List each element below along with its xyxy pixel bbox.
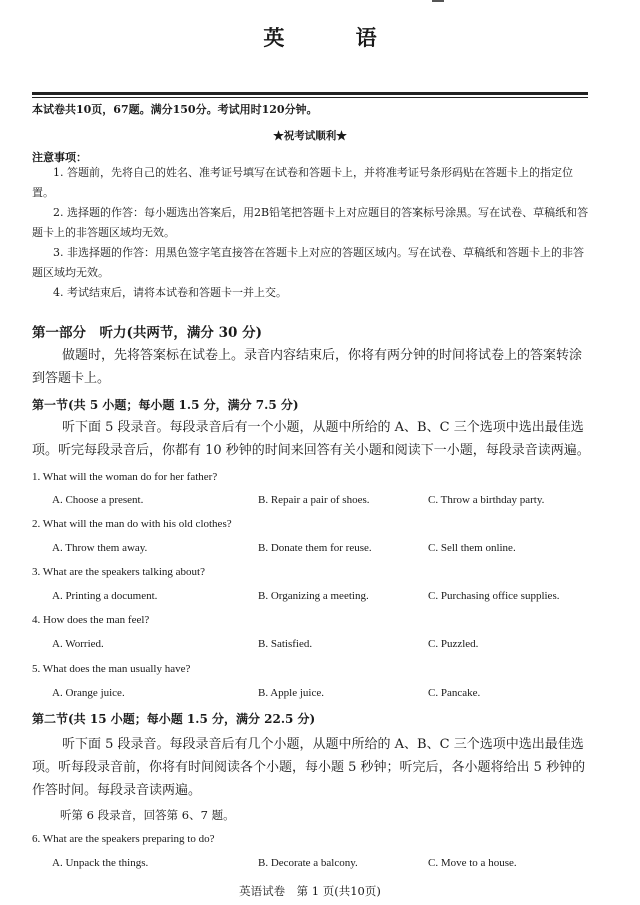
option-a: A. Orange juice. xyxy=(52,687,125,699)
question-6: 6. What are the speakers preparing to do? xyxy=(32,833,215,845)
question-3: 3. What are the speakers talking about? xyxy=(32,566,205,578)
option-a: A. Choose a present. xyxy=(52,494,144,506)
note-item: 4. 考试结束后，请将本试卷和答题卡一并上交。 xyxy=(53,286,287,299)
option-b: B. Apple juice. xyxy=(258,687,324,699)
page-title: 英 语 xyxy=(263,25,409,50)
exam-meta: 本试卷共10页，67题。满分150分。考试用时120分钟。 xyxy=(32,103,318,116)
note-item: 3. 非选择题的作答：用黑色签字笔直接答在答题卡上对应的答题区域内。写在试卷、草稿纸和答题卡上的非答题区域均无效。 xyxy=(32,246,584,279)
note-item: 1. 答题前，先将自己的姓名、准考证号填写在试卷和答题卡上，并将准考证号条形码贴在答题卡上的指定位置。 xyxy=(32,166,573,199)
top-mark xyxy=(432,0,444,2)
question-4: 4. How does the man feel? xyxy=(32,614,150,626)
option-a: A. Worried. xyxy=(52,638,104,650)
note-item: 2. 选择题的作答：每小题选出答案后，用2B铅笔把答题卡上对应题目的答案标号涂黑。写在试卷、草稿纸和答题卡上的非答题区域均无效。 xyxy=(32,206,589,239)
listening-prompt: 听第 6 段录音，回答第 6、7 题。 xyxy=(60,808,235,822)
question-1: 1. What will the woman do for her father? xyxy=(32,471,218,483)
notes-heading: 注意事项： xyxy=(32,151,87,164)
option-c: C. Purchasing office supplies. xyxy=(428,590,560,602)
option-a: A. Printing a document. xyxy=(52,590,158,602)
option-c: C. Move to a house. xyxy=(428,857,517,869)
option-b: B. Decorate a balcony. xyxy=(258,857,358,869)
option-c: C. Throw a birthday party. xyxy=(428,494,545,506)
part1-intro: 做题时，先将答案标在试卷上。录音内容结束后，你将有两分钟的时间将试卷上的答案转涂到答题卡上。 xyxy=(32,348,583,386)
part1-heading: 第一部分 听力(共两节，满分 30 分) xyxy=(32,325,262,341)
option-b: B. Repair a pair of shoes. xyxy=(258,494,370,506)
option-c: C. Pancake. xyxy=(428,687,481,699)
option-a: A. Throw them away. xyxy=(52,542,148,554)
section1-heading: 第一节(共 5 小题；每小题 1.5 分，满分 7.5 分) xyxy=(32,398,299,412)
option-c: C. Puzzled. xyxy=(428,638,479,650)
section1-instructions: 听下面 5 段录音。每段录音后有一个小题，从题中所给的 A、B、C 三个选项中选出最佳选项。听完每段录音后，你都有 10 秒钟的时间来回答有关小题和阅读下一小题，每段录音读两遍。 xyxy=(32,420,590,458)
section2-heading: 第二节(共 15 小题；每小题 1.5 分，满分 22.5 分) xyxy=(32,712,316,726)
good-luck-banner: ★祝考试顺利★ xyxy=(273,130,347,142)
option-b: B. Organizing a meeting. xyxy=(258,590,369,602)
header-rule-thick xyxy=(32,92,588,95)
header-rule-thin xyxy=(32,97,588,98)
option-b: B. Donate them for reuse. xyxy=(258,542,372,554)
page-footer: 英语试卷 第 1 页(共10页) xyxy=(239,884,381,898)
option-b: B. Satisfied. xyxy=(258,638,313,650)
question-2: 2. What will the man do with his old clothes? xyxy=(32,518,232,530)
section2-instructions: 听下面 5 段录音。每段录音后有几个小题，从题中所给的 A、B、C 三个选项中选出最佳选项。听每段录音前，你将有时间阅读各个小题，每小题 5 秒钟；听完后，各小题将给出 5 秒钟的作答时间。每段录音读两遍。 xyxy=(32,737,586,798)
option-c: C. Sell them online. xyxy=(428,542,516,554)
question-5: 5. What does the man usually have? xyxy=(32,663,191,675)
option-a: A. Unpack the things. xyxy=(52,857,149,869)
